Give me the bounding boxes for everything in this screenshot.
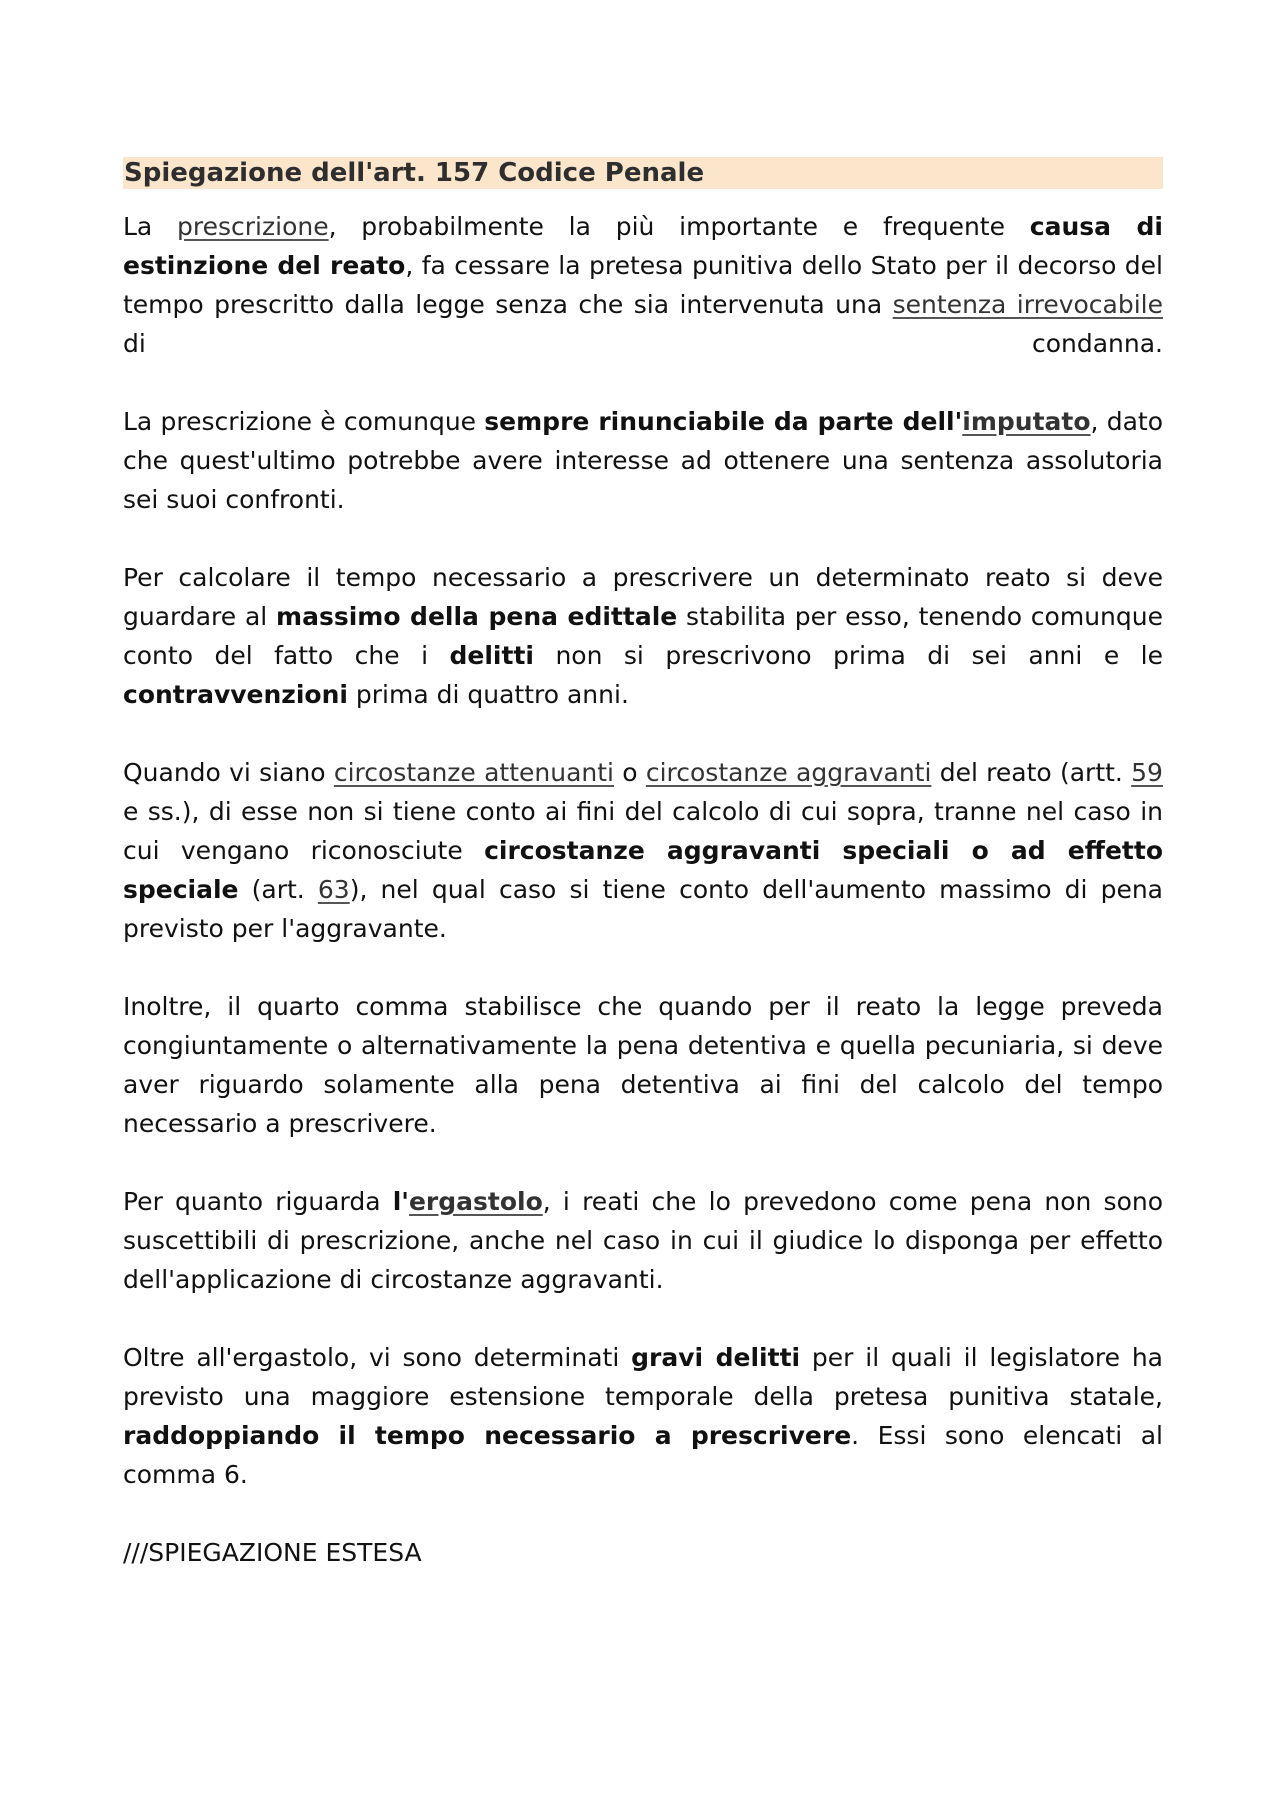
text: . Essi sono elencati al comma 6. [123, 1421, 1163, 1489]
bold-text: raddoppiando il tempo necessario a prescrivere [123, 1421, 852, 1450]
link-prescrizione[interactable]: prescrizione [177, 212, 329, 241]
link-circostanze-attenuanti[interactable]: circostanze attenuanti [333, 758, 614, 787]
page-title: Spiegazione dell'art. 157 Codice Penale [123, 157, 1163, 189]
bold-text: massimo della pena edittale [276, 602, 678, 631]
paragraph-circumstances [123, 753, 1163, 948]
text: di condanna. [123, 329, 1163, 358]
bold-text [484, 407, 1090, 436]
text: e ss.), di esse non si tiene conto ai fini del calcolo di cui sopra, tranne nel caso in cui vengano riconosciute [123, 797, 1163, 865]
text: Per calcolare il tempo necessario a prescrivere un determinato reato si deve guardare al [123, 563, 1163, 631]
paragraph-prescription-definition [123, 207, 1163, 363]
bold-text-part: sempre rinunciabile da parte dell' [484, 407, 963, 436]
text: La prescrizione è comunque [123, 407, 485, 436]
text: o [613, 758, 646, 787]
text: , probabilmente la più importante e frequente [328, 212, 1030, 241]
bold-text: causa di estinzione del reato [123, 212, 1163, 280]
bold-text: delitti [449, 641, 534, 670]
text: Per quanto riguarda [123, 1187, 393, 1216]
text: del reato (artt. [931, 758, 1132, 787]
link-circostanze-aggravanti[interactable]: circostanze aggravanti [645, 758, 932, 787]
link-art-63[interactable]: 63 [317, 875, 350, 904]
text: (art. [238, 875, 318, 904]
paragraph-renunciation [123, 402, 1163, 519]
link-imputato[interactable]: imputato [962, 407, 1091, 436]
link-sentenza-irrevocabile[interactable]: sentenza irrevocabile [892, 290, 1163, 319]
link-art-59[interactable]: 59 [1131, 758, 1163, 787]
paragraph-fourth-comma [123, 987, 1163, 1143]
bold-text-part: l' [392, 1187, 409, 1216]
text: prima di quattro anni. [347, 680, 629, 709]
bold-text [393, 1187, 543, 1216]
text: stabilita per esso, tenendo comunque conto del fatto che i [123, 602, 1163, 670]
text: , i reati che lo prevedono come pena non sono suscettibili di prescrizione, anche nel caso in cui il giudice lo disponga per effetto dell'applicazione di circostanze aggravanti. [123, 1187, 1163, 1294]
text: La [123, 212, 178, 241]
bold-text: contravvenzioni [123, 680, 348, 709]
article-explanation [123, 157, 1163, 1572]
text: Inoltre, il quarto comma stabilisce che quando per il reato la legge preveda congiuntamente o alternativamente la pena detentiva e quella pecuniaria, si deve aver riguardo solamente alla pena detentiva ai fini del calcolo del tempo necessario a prescrivere. [123, 992, 1163, 1138]
text: Oltre all'ergastolo, vi sono determinati [123, 1343, 632, 1372]
link-ergastolo[interactable]: ergastolo [408, 1187, 543, 1216]
bold-text: gravi delitti [631, 1343, 801, 1372]
text: Quando vi siano [123, 758, 334, 787]
text: non si prescrivono prima di sei anni e le [533, 641, 1163, 670]
bold-text: circostanze aggravanti speciali o ad effetto speciale [123, 836, 1164, 904]
paragraph-calculation [123, 558, 1163, 714]
paragraph-serious-crimes [123, 1338, 1163, 1494]
text: per il quali il legislatore ha previsto una maggiore estensione temporale della pretesa punitiva statale, [123, 1343, 1164, 1411]
paragraph-ergastolo [123, 1182, 1163, 1299]
text: , fa cessare la pretesa punitiva dello Stato per il decorso del tempo prescritto dalla legge senza che sia intervenuta una [123, 251, 1164, 319]
extended-explanation-label: ///SPIEGAZIONE ESTESA [123, 1538, 422, 1567]
text: ), nel qual caso si tiene conto dell'aumento massimo di pena previsto per l'aggravante. [123, 875, 1163, 943]
text: , dato che quest'ultimo potrebbe avere interesse ad ottenere una sentenza assolutoria sei suoi confronti. [123, 407, 1163, 514]
